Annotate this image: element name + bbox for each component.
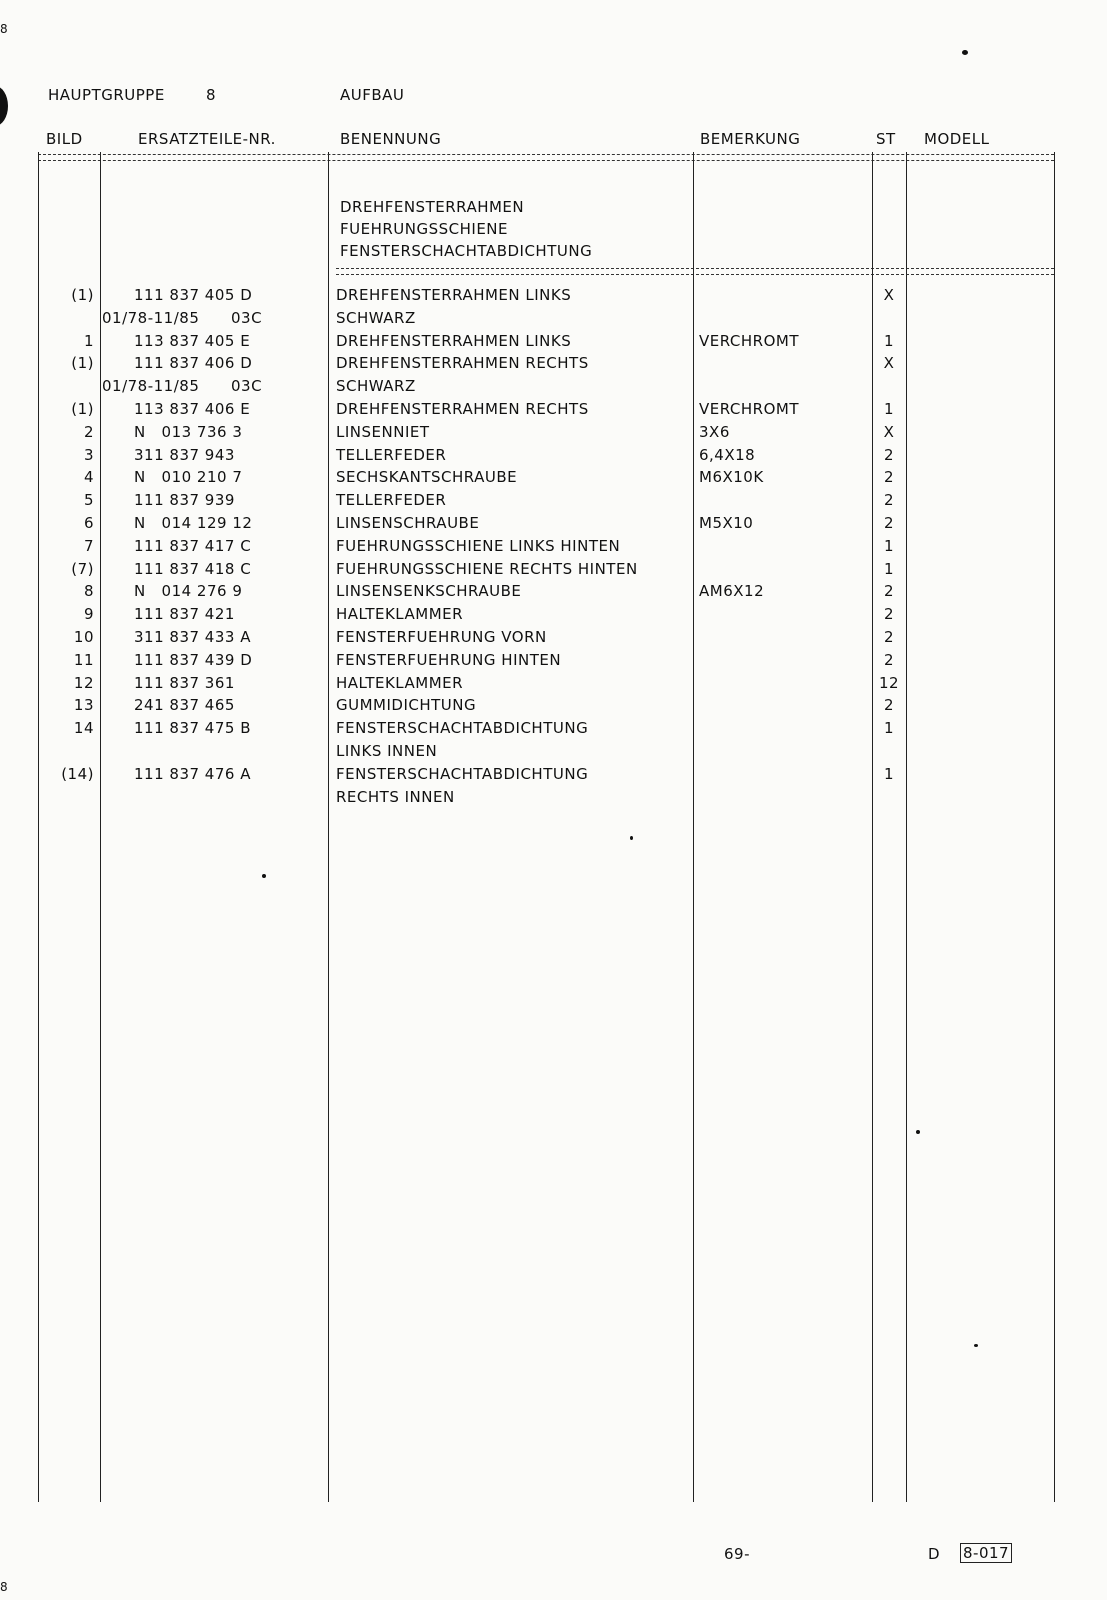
row-benennung: LINSENSENKSCHRAUBE xyxy=(336,582,522,601)
row-benennung: FENSTERSCHACHTABDICHTUNG xyxy=(336,764,589,783)
row-bild: 8 xyxy=(83,582,94,601)
row-benennung: DREHFENSTERRAHMEN LINKS xyxy=(336,286,572,304)
row-part-number: 111 837 439 D xyxy=(134,650,253,669)
scan-speck xyxy=(962,50,968,55)
row-part-number: 111 837 406 D xyxy=(134,354,253,373)
row-benennung: SCHWARZ xyxy=(336,377,416,396)
row-bild: 14 xyxy=(73,719,94,738)
row-part-number: 111 837 405 D xyxy=(134,286,253,304)
row-part-number: N 010 210 7 xyxy=(134,468,243,487)
row-bemerkung: M6X10K xyxy=(699,468,764,487)
row-quantity: 1 xyxy=(883,331,895,350)
row-bild: 12 xyxy=(73,673,94,692)
row-bild: 5 xyxy=(83,491,94,510)
row-part-number: N 014 129 12 xyxy=(134,514,253,532)
row-benennung: FUEHRUNGSSCHIENE LINKS HINTEN xyxy=(336,536,621,555)
row-bild: (1) xyxy=(71,286,94,304)
row-part-number: N 013 736 3 xyxy=(134,422,243,441)
scan-speck xyxy=(630,836,633,840)
section-title: FENSTERSCHACHTABDICHTUNG xyxy=(340,242,593,260)
section-title: DREHFENSTERRAHMEN xyxy=(340,198,525,216)
header-rule xyxy=(38,154,1054,161)
row-bemerkung: M5X10 xyxy=(699,514,754,532)
row-quantity: 1 xyxy=(883,400,895,418)
row-bemerkung: AM6X12 xyxy=(699,582,765,601)
page-corner-top: 8 xyxy=(0,22,9,36)
row-part-number: 111 837 476 A xyxy=(134,764,251,783)
col-st: ST xyxy=(876,130,896,148)
row-part-number: 113 837 406 E xyxy=(134,400,251,418)
row-quantity: 1 xyxy=(883,536,895,555)
row-quantity: 12 xyxy=(878,673,900,692)
row-part-number: 111 837 361 xyxy=(134,673,235,692)
col-line xyxy=(872,152,873,1502)
row-benennung: DREHFENSTERRAHMEN RECHTS xyxy=(336,354,589,373)
col-line xyxy=(100,152,101,1502)
row-quantity: 2 xyxy=(883,468,895,487)
row-quantity: 2 xyxy=(883,605,895,624)
row-benennung: LINKS INNEN xyxy=(336,742,438,760)
row-benennung: LINSENNIET xyxy=(336,422,430,441)
scan-speck xyxy=(916,1130,920,1134)
row-benennung: SCHWARZ xyxy=(336,308,416,327)
row-part-number: 241 837 465 xyxy=(134,696,235,715)
row-bild: 4 xyxy=(83,468,94,487)
row-bild: 9 xyxy=(83,605,94,624)
row-benennung: FUEHRUNGSSCHIENE RECHTS HINTEN xyxy=(336,559,638,578)
row-part-number: 111 837 418 C xyxy=(134,559,252,578)
row-quantity: X xyxy=(883,286,895,304)
binder-hole-mark xyxy=(0,86,8,126)
col-line xyxy=(693,152,694,1502)
row-benennung: LINSENSCHRAUBE xyxy=(336,514,480,532)
row-benennung: GUMMIDICHTUNG xyxy=(336,696,477,715)
row-part-number: 311 837 433 A xyxy=(134,628,251,646)
language-code: D xyxy=(928,1545,941,1563)
row-bild: (14) xyxy=(61,764,94,783)
row-part-number: 111 837 417 C xyxy=(134,536,252,555)
col-line xyxy=(38,152,39,1502)
row-bild: 2 xyxy=(83,422,94,441)
row-bild: 11 xyxy=(73,650,94,669)
row-benennung: TELLERFEDER xyxy=(336,491,447,510)
page-number: 69- xyxy=(724,1545,750,1563)
row-quantity: 1 xyxy=(883,764,895,783)
row-quantity: 2 xyxy=(883,491,895,510)
col-benennung: BENENNUNG xyxy=(340,130,442,148)
col-modell: MODELL xyxy=(924,130,990,148)
row-benennung: FENSTERFUEHRUNG HINTEN xyxy=(336,650,562,669)
row-bild: (7) xyxy=(71,559,94,578)
row-bemerkung: VERCHROMT xyxy=(699,400,800,418)
col-ersatzteil: ERSATZTEILE-NR. xyxy=(138,130,276,148)
row-quantity: 1 xyxy=(883,559,895,578)
row-quantity: X xyxy=(883,354,895,373)
row-part-number: 01/78-11/85 03C xyxy=(102,377,263,396)
row-bild: 13 xyxy=(73,696,94,715)
row-benennung: DREHFENSTERRAHMEN LINKS xyxy=(336,331,572,350)
row-part-number: 111 837 421 xyxy=(134,605,235,624)
page-code-box: 8-017 xyxy=(960,1543,1012,1563)
row-benennung: RECHTS INNEN xyxy=(336,787,455,806)
row-bild: 3 xyxy=(83,445,94,464)
row-bild: 7 xyxy=(83,536,94,555)
row-benennung: DREHFENSTERRAHMEN RECHTS xyxy=(336,400,589,418)
col-line xyxy=(1054,152,1055,1502)
row-part-number: 311 837 943 xyxy=(134,445,235,464)
row-quantity: 2 xyxy=(883,650,895,669)
row-benennung: FENSTERFUEHRUNG VORN xyxy=(336,628,547,646)
row-quantity: 1 xyxy=(883,719,895,738)
row-benennung: FENSTERSCHACHTABDICHTUNG xyxy=(336,719,589,738)
row-benennung: TELLERFEDER xyxy=(336,445,447,464)
section-rule xyxy=(336,268,1054,275)
row-part-number: N 014 276 9 xyxy=(134,582,243,601)
row-part-number: 01/78-11/85 03C xyxy=(102,308,263,327)
row-quantity: 2 xyxy=(883,628,895,646)
row-bemerkung: 6,4X18 xyxy=(699,445,756,464)
row-bild: 6 xyxy=(83,514,94,532)
col-bild: BILD xyxy=(46,130,83,148)
scan-speck xyxy=(262,874,266,878)
row-bild: (1) xyxy=(71,354,94,373)
row-bild: 10 xyxy=(73,628,94,646)
row-bemerkung: 3X6 xyxy=(699,422,730,441)
group-name: AUFBAU xyxy=(340,86,405,104)
row-part-number: 111 837 939 xyxy=(134,491,235,510)
group-number: 8 xyxy=(206,86,217,104)
col-line xyxy=(906,152,907,1502)
col-bemerkung: BEMERKUNG xyxy=(700,130,801,148)
scan-speck xyxy=(974,1344,978,1347)
row-quantity: X xyxy=(883,422,895,441)
row-part-number: 111 837 475 B xyxy=(134,719,251,738)
row-bemerkung: VERCHROMT xyxy=(699,331,800,350)
row-benennung: HALTEKLAMMER xyxy=(336,605,464,624)
row-quantity: 2 xyxy=(883,582,895,601)
row-part-number: 113 837 405 E xyxy=(134,331,251,350)
row-quantity: 2 xyxy=(883,514,895,532)
row-quantity: 2 xyxy=(883,696,895,715)
row-bild: (1) xyxy=(71,400,94,418)
section-title: FUEHRUNGSSCHIENE xyxy=(340,220,509,238)
row-bild: 1 xyxy=(83,331,94,350)
row-benennung: SECHSKANTSCHRAUBE xyxy=(336,468,518,487)
row-quantity: 2 xyxy=(883,445,895,464)
group-label: HAUPTGRUPPE xyxy=(48,86,165,104)
row-benennung: HALTEKLAMMER xyxy=(336,673,464,692)
page-corner-bottom: 8 xyxy=(0,1580,9,1594)
